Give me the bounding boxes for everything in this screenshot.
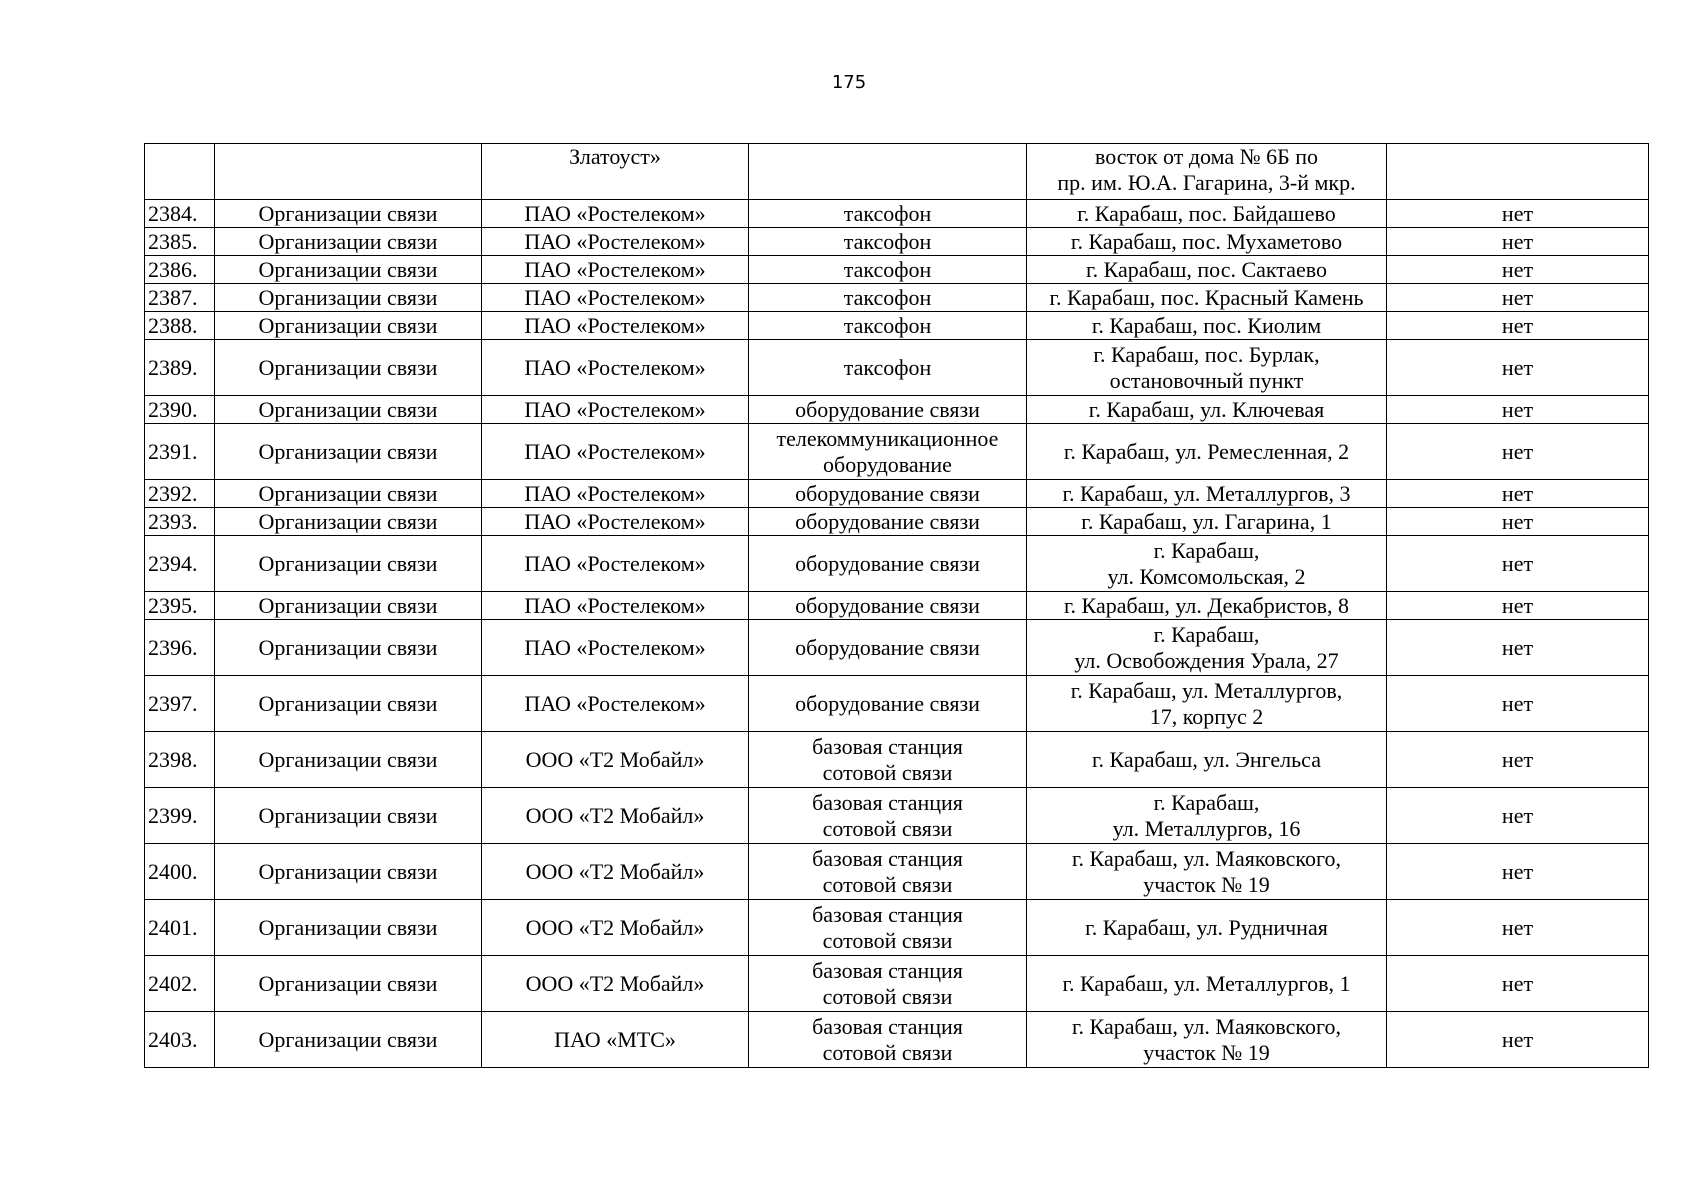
cell-status: нет: [1387, 228, 1649, 256]
continued-address-line-1: восток от дома № 6Б по: [1094, 144, 1319, 169]
cell-object: [749, 732, 1027, 788]
cell-object-line: сотовой связи: [822, 871, 953, 897]
cell-organization: ООО «Т2 Мобайл»: [482, 956, 749, 1012]
cell-object-line: оборудование связи: [795, 480, 980, 506]
cell-object: [749, 788, 1027, 844]
cell-category: Организации связи: [215, 620, 482, 676]
cell-category: Организации связи: [215, 228, 482, 256]
cell-object-line: таксофон: [843, 312, 932, 338]
cell-object-line: оборудование связи: [795, 592, 980, 618]
cell-status: нет: [1387, 340, 1649, 396]
table-row: [145, 200, 1649, 228]
cell-address: [1027, 312, 1387, 340]
page-number: 175: [831, 72, 867, 93]
cell-object: [749, 256, 1027, 284]
cell-object-line: базовая станция: [812, 733, 963, 759]
table-row: [145, 956, 1649, 1012]
table-row: [145, 508, 1649, 536]
table-row: [145, 340, 1649, 396]
cell-organization: ПАО «Ростелеком»: [482, 312, 749, 340]
cell-num: 2384.: [145, 200, 215, 228]
cell-object: [749, 620, 1027, 676]
cell-object-line: оборудование связи: [795, 634, 980, 660]
cell-num: 2403.: [145, 1012, 215, 1068]
cell-status: нет: [1387, 956, 1649, 1012]
cell-address: [1027, 676, 1387, 732]
cell-category: Организации связи: [215, 340, 482, 396]
cell-address-line: г. Карабаш, пос. Мухаметово: [1070, 228, 1343, 254]
cell-object-line: оборудование связи: [795, 690, 980, 716]
cell-num: 2399.: [145, 788, 215, 844]
cell-address: [1027, 480, 1387, 508]
cell-address: [1027, 284, 1387, 312]
cell-status: нет: [1387, 536, 1649, 592]
cell-address: [1027, 536, 1387, 592]
cell-object: [749, 200, 1027, 228]
cell-object-line: таксофон: [843, 354, 932, 380]
cell-address-line: г. Карабаш, ул. Металлургов, 1: [1062, 970, 1351, 996]
cell-num: 2394.: [145, 536, 215, 592]
cell-address: [1027, 844, 1387, 900]
cell-address-line: ул. Освобождения Урала, 27: [1074, 647, 1339, 673]
cell-organization: ООО «Т2 Мобайл»: [482, 844, 749, 900]
cell-organization: ПАО «Ростелеком»: [482, 480, 749, 508]
table-row: [145, 480, 1649, 508]
cell-organization: ПАО «Ростелеком»: [482, 508, 749, 536]
cell-num: 2398.: [145, 732, 215, 788]
cell-organization: ООО «Т2 Мобайл»: [482, 900, 749, 956]
cell-status: нет: [1387, 844, 1649, 900]
cell-object: [749, 508, 1027, 536]
cell-num: 2386.: [145, 256, 215, 284]
cell-address: [1027, 424, 1387, 480]
cell-organization: ПАО «Ростелеком»: [482, 620, 749, 676]
cell-num: 2395.: [145, 592, 215, 620]
cell-address: [1027, 256, 1387, 284]
cell-num: 2393.: [145, 508, 215, 536]
cell-status: нет: [1387, 788, 1649, 844]
cell-object: [749, 900, 1027, 956]
cell-address-line: г. Карабаш, пос. Киолим: [1091, 312, 1322, 338]
cell-num: 2397.: [145, 676, 215, 732]
cell-object-line: сотовой связи: [822, 927, 953, 953]
cell-status: нет: [1387, 676, 1649, 732]
cell-address-line: г. Карабаш, пос. Сактаево: [1086, 256, 1327, 282]
cell-organization: ПАО «Ростелеком»: [482, 340, 749, 396]
cell-object-line: оборудование: [823, 451, 952, 477]
cell-status: нет: [1387, 256, 1649, 284]
cell-address-line: г. Карабаш, ул. Ключевая: [1088, 396, 1325, 422]
table-row: [145, 228, 1649, 256]
cell-address-line: г. Карабаш, ул. Ремесленная, 2: [1063, 438, 1350, 464]
cell-num: [145, 144, 215, 200]
cell-status: [1387, 144, 1649, 200]
cell-category: Организации связи: [215, 900, 482, 956]
cell-status: нет: [1387, 480, 1649, 508]
table-row-continued: [145, 144, 1649, 200]
cell-object-line: базовая станция: [812, 789, 963, 815]
cell-category: Организации связи: [215, 956, 482, 1012]
cell-organization: ПАО «Ростелеком»: [482, 676, 749, 732]
registry-table: [144, 143, 1649, 1068]
cell-organization: ПАО «Ростелеком»: [482, 256, 749, 284]
continued-address-line-2: пр. им. Ю.А. Гагарина, 3-й мкр.: [1057, 170, 1356, 195]
table-row: [145, 284, 1649, 312]
cell-address: [1027, 1012, 1387, 1068]
cell-address-line: участок № 19: [1143, 1039, 1270, 1065]
table-row: [145, 1012, 1649, 1068]
cell-category: Организации связи: [215, 732, 482, 788]
cell-organization: ПАО «Ростелеком»: [482, 200, 749, 228]
cell-organization: ПАО «Ростелеком»: [482, 424, 749, 480]
cell-organization: ПАО «Ростелеком»: [482, 396, 749, 424]
cell-status: нет: [1387, 396, 1649, 424]
cell-address-line: остановочный пункт: [1109, 367, 1304, 393]
cell-address-line: г. Карабаш, пос. Бурлак,: [1093, 341, 1320, 367]
cell-object-line: базовая станция: [812, 1013, 963, 1039]
cell-object-line: базовая станция: [812, 845, 963, 871]
cell-organization: [482, 144, 749, 200]
cell-status: нет: [1387, 732, 1649, 788]
cell-address: [1027, 396, 1387, 424]
cell-object-line: таксофон: [843, 228, 932, 254]
table-row: [145, 312, 1649, 340]
cell-num: 2385.: [145, 228, 215, 256]
cell-address: [1027, 788, 1387, 844]
table-row: [145, 592, 1649, 620]
table-row: [145, 732, 1649, 788]
cell-num: 2390.: [145, 396, 215, 424]
cell-num: 2401.: [145, 900, 215, 956]
cell-address-line: г. Карабаш, ул. Гагарина, 1: [1081, 508, 1332, 534]
cell-address-line: г. Карабаш,: [1153, 621, 1260, 647]
cell-object-line: сотовой связи: [822, 815, 953, 841]
cell-address-line: г. Карабаш, пос. Байдашево: [1077, 200, 1336, 226]
cell-status: нет: [1387, 312, 1649, 340]
cell-object-line: оборудование связи: [795, 550, 980, 576]
cell-object: [749, 144, 1027, 200]
cell-object: [749, 284, 1027, 312]
table-row: [145, 620, 1649, 676]
cell-address: [1027, 340, 1387, 396]
cell-num: 2388.: [145, 312, 215, 340]
cell-num: 2402.: [145, 956, 215, 1012]
cell-object-line: базовая станция: [812, 901, 963, 927]
cell-object: [749, 480, 1027, 508]
cell-category: Организации связи: [215, 312, 482, 340]
cell-address-line: ул. Металлургов, 16: [1112, 815, 1301, 841]
cell-address-line: г. Карабаш, ул. Маяковского,: [1072, 845, 1341, 871]
cell-address: [1027, 508, 1387, 536]
cell-num: 2387.: [145, 284, 215, 312]
cell-address-line: 17, корпус 2: [1149, 703, 1264, 729]
cell-category: Организации связи: [215, 200, 482, 228]
cell-organization: ПАО «Ростелеком»: [482, 228, 749, 256]
cell-address: [1027, 620, 1387, 676]
cell-status: нет: [1387, 620, 1649, 676]
cell-object: [749, 536, 1027, 592]
cell-organization: ПАО «МТС»: [482, 1012, 749, 1068]
cell-object-line: таксофон: [843, 200, 932, 226]
cell-status: нет: [1387, 1012, 1649, 1068]
cell-address-line: г. Карабаш, ул. Маяковского,: [1072, 1013, 1341, 1039]
table-body: [145, 144, 1649, 1068]
cell-object: [749, 1012, 1027, 1068]
cell-object: [749, 592, 1027, 620]
cell-num: 2391.: [145, 424, 215, 480]
cell-status: нет: [1387, 592, 1649, 620]
table-row: [145, 424, 1649, 480]
cell-address-line: г. Карабаш, ул. Металлургов, 3: [1062, 480, 1351, 506]
table-row: [145, 256, 1649, 284]
cell-object: [749, 228, 1027, 256]
cell-status: нет: [1387, 900, 1649, 956]
cell-num: 2396.: [145, 620, 215, 676]
cell-organization: ООО «Т2 Мобайл»: [482, 788, 749, 844]
table-row: [145, 788, 1649, 844]
cell-organization: ПАО «Ростелеком»: [482, 592, 749, 620]
cell-status: нет: [1387, 284, 1649, 312]
cell-address-line: г. Карабаш, ул. Рудничная: [1085, 914, 1328, 940]
cell-address-line: г. Карабаш, пос. Красный Камень: [1049, 284, 1364, 310]
cell-object-line: сотовой связи: [822, 759, 953, 785]
cell-address: [1027, 956, 1387, 1012]
table-row: [145, 844, 1649, 900]
cell-category: Организации связи: [215, 508, 482, 536]
cell-object-line: таксофон: [843, 256, 932, 282]
cell-address-line: г. Карабаш,: [1153, 789, 1260, 815]
table-row: [145, 676, 1649, 732]
cell-category: Организации связи: [215, 788, 482, 844]
cell-status: нет: [1387, 424, 1649, 480]
cell-address-line: г. Карабаш, ул. Декабристов, 8: [1064, 592, 1349, 618]
cell-status: нет: [1387, 200, 1649, 228]
cell-category: [215, 144, 482, 200]
cell-address-line: г. Карабаш, ул. Энгельса: [1092, 746, 1321, 772]
cell-address: [1027, 228, 1387, 256]
cell-organization: ПАО «Ростелеком»: [482, 284, 749, 312]
table-row: [145, 536, 1649, 592]
cell-category: Организации связи: [215, 1012, 482, 1068]
cell-object-line: базовая станция: [812, 957, 963, 983]
cell-category: Организации связи: [215, 592, 482, 620]
cell-address-line: ул. Комсомольская, 2: [1107, 563, 1306, 589]
cell-category: Организации связи: [215, 396, 482, 424]
cell-address: [1027, 732, 1387, 788]
cell-category: Организации связи: [215, 844, 482, 900]
cell-object-line: оборудование связи: [795, 396, 980, 422]
cell-object: [749, 312, 1027, 340]
cell-address: [1027, 144, 1387, 200]
cell-category: Организации связи: [215, 480, 482, 508]
cell-num: 2392.: [145, 480, 215, 508]
cell-object: [749, 396, 1027, 424]
cell-object-line: оборудование связи: [795, 508, 980, 534]
cell-organization: ПАО «Ростелеком»: [482, 536, 749, 592]
cell-address: [1027, 200, 1387, 228]
table-row: [145, 900, 1649, 956]
cell-num: 2389.: [145, 340, 215, 396]
cell-address-line: г. Карабаш, ул. Металлургов,: [1070, 677, 1343, 703]
cell-address: [1027, 900, 1387, 956]
cell-object-line: сотовой связи: [822, 1039, 953, 1065]
cell-category: Организации связи: [215, 256, 482, 284]
cell-object: [749, 956, 1027, 1012]
cell-object-line: таксофон: [843, 284, 932, 310]
cell-address-line: участок № 19: [1143, 871, 1270, 897]
cell-object: [749, 844, 1027, 900]
cell-organization: ООО «Т2 Мобайл»: [482, 732, 749, 788]
cell-object: [749, 340, 1027, 396]
cell-status: нет: [1387, 508, 1649, 536]
cell-num: 2400.: [145, 844, 215, 900]
cell-category: Организации связи: [215, 424, 482, 480]
continued-organization: Златоуст»: [569, 144, 661, 169]
cell-object: [749, 676, 1027, 732]
cell-object: [749, 424, 1027, 480]
cell-category: Организации связи: [215, 284, 482, 312]
cell-category: Организации связи: [215, 536, 482, 592]
cell-address-line: г. Карабаш,: [1153, 537, 1260, 563]
cell-category: Организации связи: [215, 676, 482, 732]
cell-object-line: телекоммуникационное: [776, 425, 999, 451]
cell-object-line: сотовой связи: [822, 983, 953, 1009]
table-row: [145, 396, 1649, 424]
cell-address: [1027, 592, 1387, 620]
